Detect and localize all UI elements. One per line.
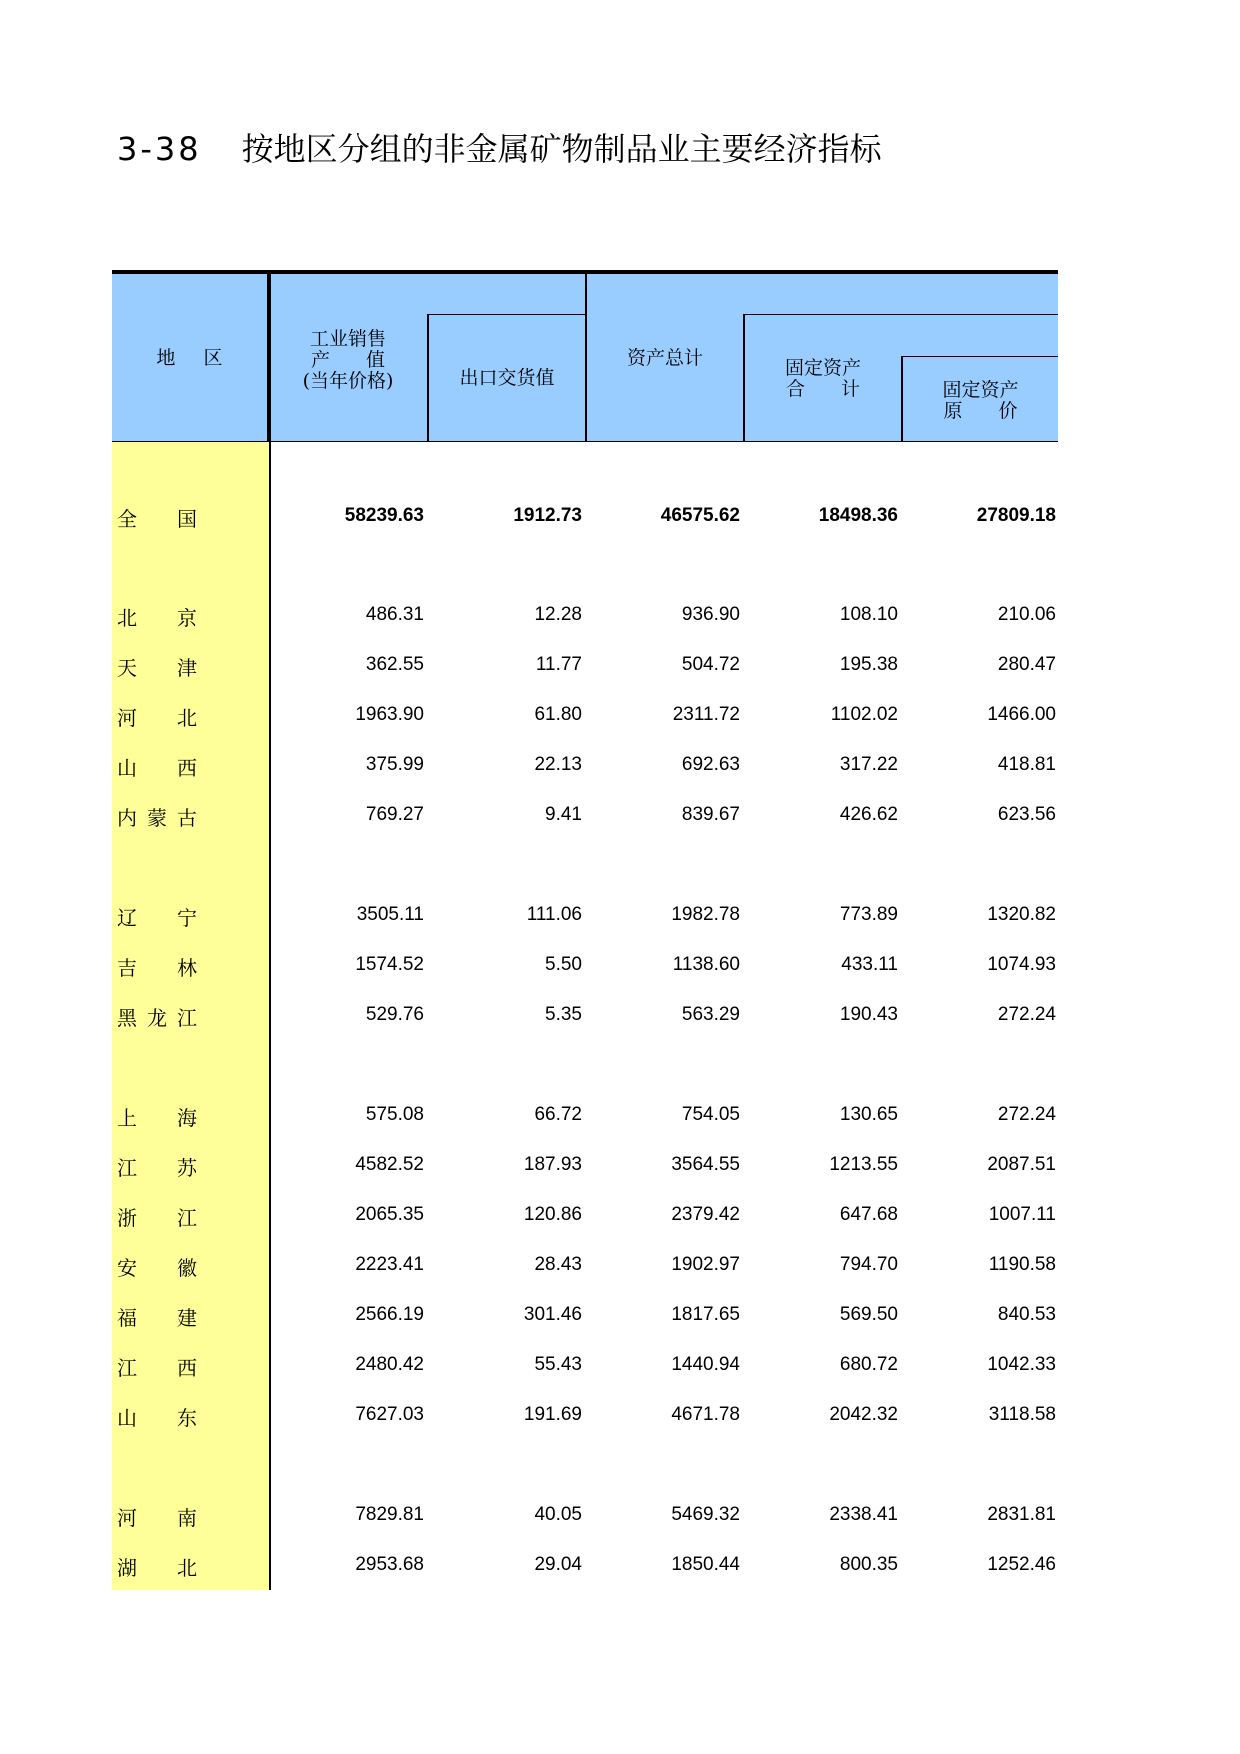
region-name: 河 北	[117, 706, 197, 730]
table-row	[112, 945, 1058, 985]
region-name: 湖 北	[117, 1556, 197, 1580]
table-row	[112, 1545, 1058, 1585]
region-name: 黑 龙 江	[117, 1006, 197, 1030]
cell-value: 426.62	[839, 804, 898, 825]
cell-value: 1320.82	[987, 904, 1056, 925]
region-name: 内 蒙 古	[117, 806, 197, 830]
cell-value: 301.46	[523, 1304, 582, 1325]
table-row	[112, 1495, 1058, 1535]
cell-value: 191.69	[523, 1404, 582, 1425]
cell-value: 800.35	[839, 1554, 898, 1575]
cell-value: 1102.02	[830, 704, 898, 725]
cell-value: 1963.90	[355, 704, 424, 725]
cell-value: 11.77	[535, 654, 582, 675]
cell-value: 1902.97	[671, 1254, 740, 1275]
table-number: 3-38	[117, 130, 202, 168]
cell-value: 839.67	[681, 804, 740, 825]
region-name: 山 东	[117, 1406, 197, 1430]
page-title	[117, 124, 882, 170]
cell-value: 195.38	[839, 654, 898, 675]
cell-value: 754.05	[681, 1104, 740, 1125]
header-sales: 工业销售 产 值 (当年价格)	[302, 328, 394, 392]
cell-value: 40.05	[534, 1504, 582, 1525]
region-name: 安 徽	[117, 1256, 197, 1280]
cell-value: 1007.11	[988, 1204, 1056, 1225]
cell-value: 692.63	[681, 754, 740, 775]
cell-value: 272.24	[997, 1104, 1056, 1125]
region-name: 全 国	[117, 507, 197, 531]
cell-value: 4582.52	[355, 1154, 424, 1175]
header-export: 出口交货值	[459, 367, 555, 389]
table-row	[112, 1345, 1058, 1385]
header-rule	[427, 314, 585, 315]
table-row	[112, 595, 1058, 635]
cell-value: 1574.52	[355, 954, 424, 975]
cell-value: 1982.78	[671, 904, 740, 925]
cell-value: 130.65	[839, 1104, 898, 1125]
table-row	[112, 1245, 1058, 1285]
cell-value: 2311.72	[672, 704, 740, 725]
cell-value: 46575.62	[660, 505, 740, 526]
cell-value: 5.50	[545, 954, 582, 975]
cell-value: 840.53	[997, 1304, 1056, 1325]
cell-value: 680.72	[839, 1354, 898, 1375]
cell-value: 1252.46	[987, 1554, 1056, 1575]
cell-value: 1817.65	[671, 1304, 740, 1325]
header-rule	[743, 314, 1058, 315]
cell-value: 569.50	[839, 1304, 898, 1325]
region-name: 浙 江	[117, 1206, 197, 1230]
cell-value: 3118.58	[988, 1404, 1056, 1425]
cell-value: 66.72	[534, 1104, 582, 1125]
cell-value: 61.80	[534, 704, 582, 725]
cell-value: 769.27	[365, 804, 424, 825]
table-row	[112, 1095, 1058, 1135]
cell-value: 18498.36	[818, 505, 898, 526]
table-row	[112, 1295, 1058, 1335]
cell-value: 28.43	[534, 1254, 582, 1275]
region-name: 河 南	[117, 1506, 197, 1530]
cell-value: 1074.93	[987, 954, 1056, 975]
cell-value: 2953.68	[355, 1554, 424, 1575]
table-row	[112, 1195, 1058, 1235]
cell-value: 2566.19	[355, 1304, 424, 1325]
cell-value: 9.41	[545, 804, 582, 825]
cell-value: 1850.44	[671, 1554, 740, 1575]
cell-value: 575.08	[365, 1104, 424, 1125]
cell-value: 108.10	[839, 604, 898, 625]
cell-value: 2480.42	[355, 1354, 424, 1375]
region-name: 辽 宁	[117, 906, 197, 930]
table-row	[112, 795, 1058, 835]
cell-value: 418.81	[997, 754, 1056, 775]
cell-value: 111.06	[526, 904, 582, 925]
cell-value: 2338.41	[829, 1504, 898, 1525]
cell-value: 7829.81	[355, 1504, 424, 1525]
cell-value: 12.28	[534, 604, 582, 625]
cell-value: 1440.94	[671, 1354, 740, 1375]
cell-value: 272.24	[997, 1004, 1056, 1025]
cell-value: 936.90	[681, 604, 740, 625]
region-name: 福 建	[117, 1306, 197, 1330]
cell-value: 2087.51	[987, 1154, 1056, 1175]
table-row	[112, 1395, 1058, 1435]
cell-value: 120.86	[523, 1204, 582, 1225]
table-row	[112, 645, 1058, 685]
header-fixed-assets: 固定资产 合 计	[784, 357, 861, 400]
table-title: 按地区分组的非金属矿物制品业主要经济指标	[241, 130, 882, 168]
cell-value: 773.89	[839, 904, 898, 925]
cell-value: 58239.63	[344, 505, 424, 526]
cell-value: 362.55	[365, 654, 424, 675]
cell-value: 375.99	[365, 754, 424, 775]
cell-value: 187.93	[523, 1154, 582, 1175]
cell-value: 27809.18	[976, 505, 1056, 526]
region-name: 天 津	[117, 656, 197, 680]
cell-value: 647.68	[839, 1204, 898, 1225]
region-name: 山 西	[117, 756, 197, 780]
cell-value: 1213.55	[829, 1154, 898, 1175]
cell-value: 280.47	[997, 654, 1056, 675]
cell-value: 433.11	[841, 954, 898, 975]
cell-value: 2065.35	[355, 1204, 424, 1225]
cell-value: 7627.03	[355, 1404, 424, 1425]
table-row	[112, 695, 1058, 735]
cell-value: 1042.33	[987, 1354, 1056, 1375]
region-name: 北 京	[117, 606, 197, 630]
cell-value: 1912.73	[513, 505, 582, 526]
header-rule	[901, 356, 1058, 357]
region-name: 江 西	[117, 1356, 197, 1380]
region-name: 江 苏	[117, 1156, 197, 1180]
cell-value: 623.56	[997, 804, 1056, 825]
table-row	[112, 1145, 1058, 1185]
cell-value: 2831.81	[987, 1504, 1056, 1525]
cell-value: 504.72	[681, 654, 740, 675]
cell-value: 29.04	[534, 1554, 582, 1575]
cell-value: 210.06	[997, 604, 1056, 625]
cell-value: 563.29	[681, 1004, 740, 1025]
cell-value: 4671.78	[671, 1404, 740, 1425]
cell-value: 529.76	[365, 1004, 424, 1025]
cell-value: 190.43	[839, 1004, 898, 1025]
table-row	[112, 745, 1058, 785]
cell-value: 3564.55	[671, 1154, 740, 1175]
cell-value: 55.43	[534, 1354, 582, 1375]
region-name: 上 海	[117, 1106, 197, 1130]
cell-value: 2379.42	[671, 1204, 740, 1225]
cell-value: 22.13	[534, 754, 582, 775]
header-region: 地 区	[156, 347, 223, 369]
table-row	[112, 895, 1058, 935]
cell-value: 5469.32	[671, 1504, 740, 1525]
cell-value: 2042.32	[829, 1404, 898, 1425]
region-name: 吉 林	[117, 956, 197, 980]
cell-value: 1190.58	[988, 1254, 1056, 1275]
table-row	[112, 995, 1058, 1035]
cell-value: 486.31	[365, 604, 424, 625]
table-row	[112, 496, 1058, 536]
cell-value: 317.22	[839, 754, 898, 775]
cell-value: 794.70	[839, 1254, 898, 1275]
table-header	[112, 270, 1058, 442]
cell-value: 1466.00	[987, 704, 1056, 725]
header-original-value: 固定资产 原 价	[942, 379, 1019, 422]
cell-value: 2223.41	[355, 1254, 424, 1275]
cell-value: 1138.60	[672, 954, 740, 975]
header-assets: 资产总计	[626, 347, 703, 369]
cell-value: 3505.11	[356, 904, 424, 925]
cell-value: 5.35	[545, 1004, 582, 1025]
